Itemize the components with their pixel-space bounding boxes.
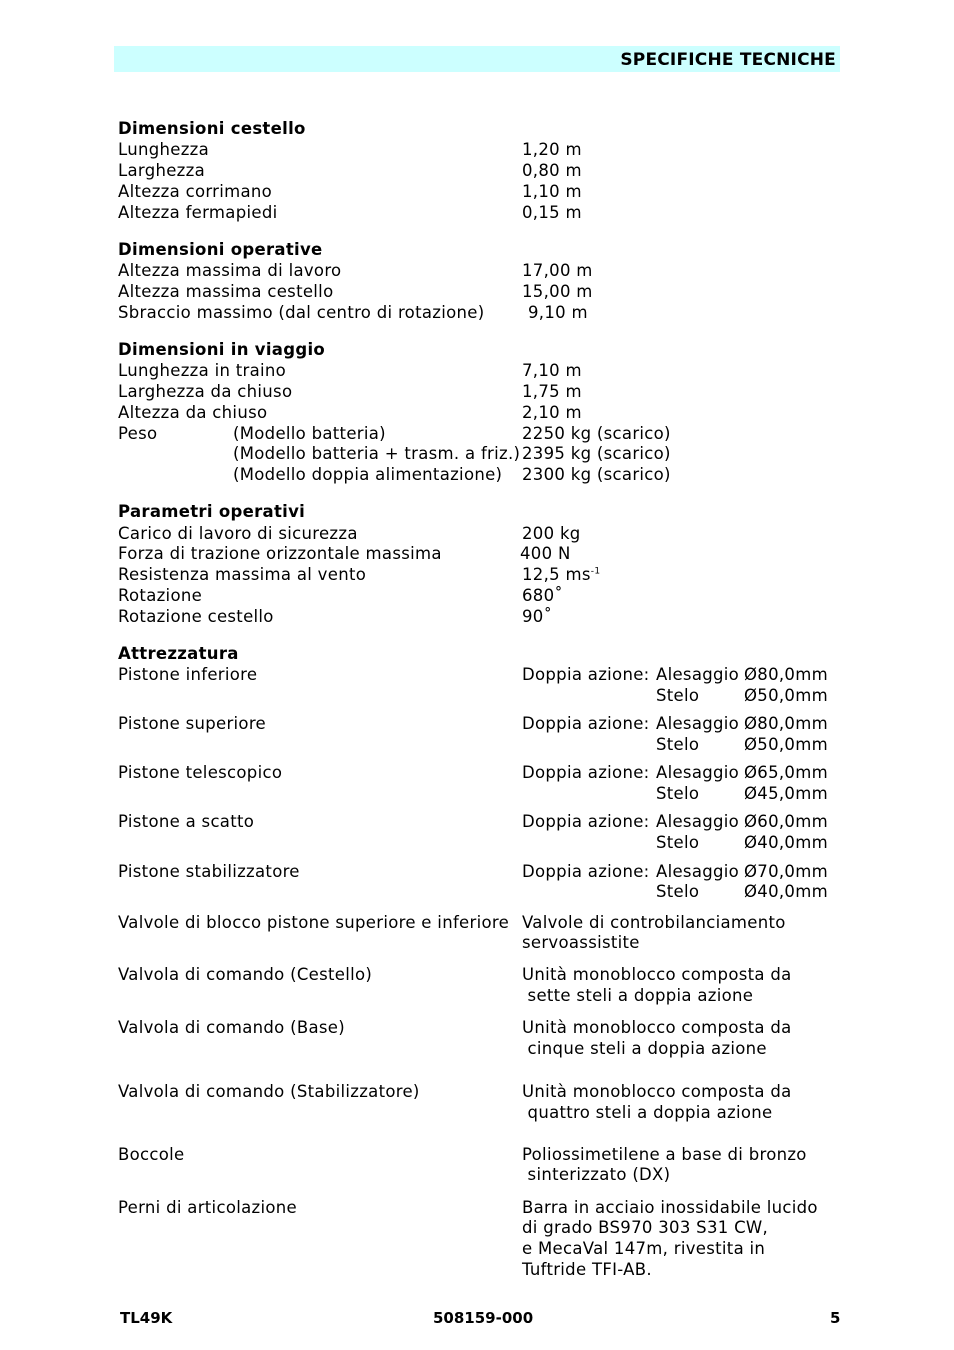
equipment-desc: cinque steli a doppia azione: [522, 1039, 767, 1058]
cylinder-type: Doppia azione:: [522, 763, 650, 782]
footer-model: TL49K: [120, 1309, 173, 1327]
equipment-desc: Unità monoblocco composta da: [522, 1018, 792, 1037]
wind-exponent: -1: [590, 566, 601, 577]
spec-label: Altezza fermapiedi: [118, 203, 278, 222]
cylinder-bore: Ø60,0mm: [744, 812, 828, 831]
spec-value: 17,00 m: [522, 261, 593, 280]
spec-label: Rotazione cestello: [118, 607, 274, 626]
spec-value: 200 kg: [522, 524, 581, 543]
equipment-desc: di grado BS970 303 S31 CW,: [522, 1218, 769, 1237]
spec-label: Rotazione: [118, 586, 203, 605]
cylinder-rod: Ø45,0mm: [744, 784, 828, 803]
section-heading-basket: Dimensioni cestello: [118, 119, 306, 138]
spec-label: Lunghezza: [118, 140, 210, 159]
cylinder-rod-label: Stelo: [656, 686, 700, 705]
cylinder-type: Doppia azione:: [522, 665, 650, 684]
spec-label: Altezza massima cestello: [118, 282, 334, 301]
weight-model: (Modello batteria): [233, 424, 386, 443]
section-heading-travel-dims: Dimensioni in viaggio: [118, 340, 326, 359]
cylinder-bore-label: Alesaggio: [656, 714, 740, 733]
spec-value: 1,75 m: [522, 382, 582, 401]
cylinder-rod-label: Stelo: [656, 784, 700, 803]
cylinder-bore: Ø70,0mm: [744, 862, 828, 881]
section-heading-operating-dims: Dimensioni operative: [118, 240, 323, 259]
weight-label: Peso: [118, 424, 158, 443]
cylinder-label: Pistone telescopico: [118, 763, 283, 782]
equipment-desc: sette steli a doppia azione: [522, 986, 754, 1005]
section-heading-equipment: Attrezzatura: [118, 644, 239, 663]
spec-value: 1,20 m: [522, 140, 582, 159]
spec-value: 2,10 m: [522, 403, 582, 422]
equipment-label: Valvola di comando (Base): [118, 1018, 345, 1037]
cylinder-rod: Ø40,0mm: [744, 882, 828, 901]
spec-label: Forza di trazione orizzontale massima: [118, 544, 442, 563]
cylinder-type: Doppia azione:: [522, 714, 650, 733]
cylinder-bore: Ø80,0mm: [744, 714, 828, 733]
spec-value-wind: [522, 564, 600, 585]
weight-value: 2250 kg (scarico): [522, 424, 671, 443]
spec-label: Altezza corrimano: [118, 182, 273, 201]
spec-label: Sbraccio massimo (dal centro di rotazione): [118, 303, 485, 322]
page-title: SPECIFICHE TECNICHE: [620, 50, 836, 70]
weight-value: 2300 kg (scarico): [522, 465, 671, 484]
spec-value: 0,15 m: [522, 203, 582, 222]
spec-label: Altezza da chiuso: [118, 403, 268, 422]
equipment-label: Valvola di comando (Stabilizzatore): [118, 1082, 420, 1101]
spec-value: 1,10 m: [522, 182, 582, 201]
weight-value: 2395 kg (scarico): [522, 444, 671, 463]
spec-label: Larghezza: [118, 161, 206, 180]
spec-value: 15,00 m: [522, 282, 593, 301]
cylinder-label: Pistone a scatto: [118, 812, 255, 831]
cylinder-bore-label: Alesaggio: [656, 763, 740, 782]
equipment-desc: quattro steli a doppia azione: [522, 1103, 773, 1122]
cylinder-rod-label: Stelo: [656, 735, 700, 754]
spec-value: 9,10 m: [528, 303, 588, 322]
cylinder-label: Pistone superiore: [118, 714, 267, 733]
spec-label: Larghezza da chiuso: [118, 382, 293, 401]
cylinder-rod-label: Stelo: [656, 833, 700, 852]
cylinder-bore-label: Alesaggio: [656, 665, 740, 684]
weight-model: (Modello doppia alimentazione): [233, 465, 503, 484]
equipment-desc: Tuftride TFI-AB.: [522, 1260, 652, 1279]
weight-model: (Modello batteria + trasm. a friz.): [233, 444, 521, 463]
section-heading-operating-params: Parametri operativi: [118, 502, 306, 521]
cylinder-bore: Ø65,0mm: [744, 763, 828, 782]
footer-page-number: 5: [830, 1309, 841, 1327]
equipment-label: Perni di articolazione: [118, 1198, 297, 1217]
footer-code: 508159-000: [433, 1309, 534, 1327]
spec-label: Resistenza massima al vento: [118, 565, 367, 584]
wind-value: 12,5 ms: [522, 565, 591, 584]
cylinder-rod-label: Stelo: [656, 882, 700, 901]
equipment-desc: e MecaVal 147m, rivestita in: [522, 1239, 766, 1258]
cylinder-type: Doppia azione:: [522, 862, 650, 881]
cylinder-bore: Ø80,0mm: [744, 665, 828, 684]
cylinder-bore-label: Alesaggio: [656, 812, 740, 831]
spec-label: Altezza massima di lavoro: [118, 261, 342, 280]
cylinder-label: Pistone stabilizzatore: [118, 862, 300, 881]
spec-value: 0,80 m: [522, 161, 582, 180]
cylinder-bore-label: Alesaggio: [656, 862, 740, 881]
equipment-desc: sinterizzato (DX): [522, 1165, 671, 1184]
cylinder-rod: Ø50,0mm: [744, 735, 828, 754]
spec-value: 680˚: [522, 586, 563, 605]
spec-value: 400 N: [520, 544, 571, 563]
cylinder-rod: Ø50,0mm: [744, 686, 828, 705]
equipment-desc: Unità monoblocco composta da: [522, 1082, 792, 1101]
equipment-desc: Barra in acciaio inossidabile lucido: [522, 1198, 818, 1217]
equipment-label: Valvole di blocco pistone superiore e inferiore: [118, 913, 510, 932]
equipment-desc: Valvole di controbilanciamento: [522, 913, 786, 932]
spec-value: 90˚: [522, 607, 553, 626]
cylinder-type: Doppia azione:: [522, 812, 650, 831]
equipment-desc: Unità monoblocco composta da: [522, 965, 792, 984]
spec-label: Lunghezza in traino: [118, 361, 287, 380]
equipment-desc: Poliossimetilene a base di bronzo: [522, 1145, 807, 1164]
cylinder-label: Pistone inferiore: [118, 665, 258, 684]
equipment-label: Valvola di comando (Cestello): [118, 965, 373, 984]
cylinder-rod: Ø40,0mm: [744, 833, 828, 852]
equipment-label: Boccole: [118, 1145, 185, 1164]
spec-label: Carico di lavoro di sicurezza: [118, 524, 358, 543]
spec-value: 7,10 m: [522, 361, 582, 380]
equipment-desc: servoassistite: [522, 933, 640, 952]
